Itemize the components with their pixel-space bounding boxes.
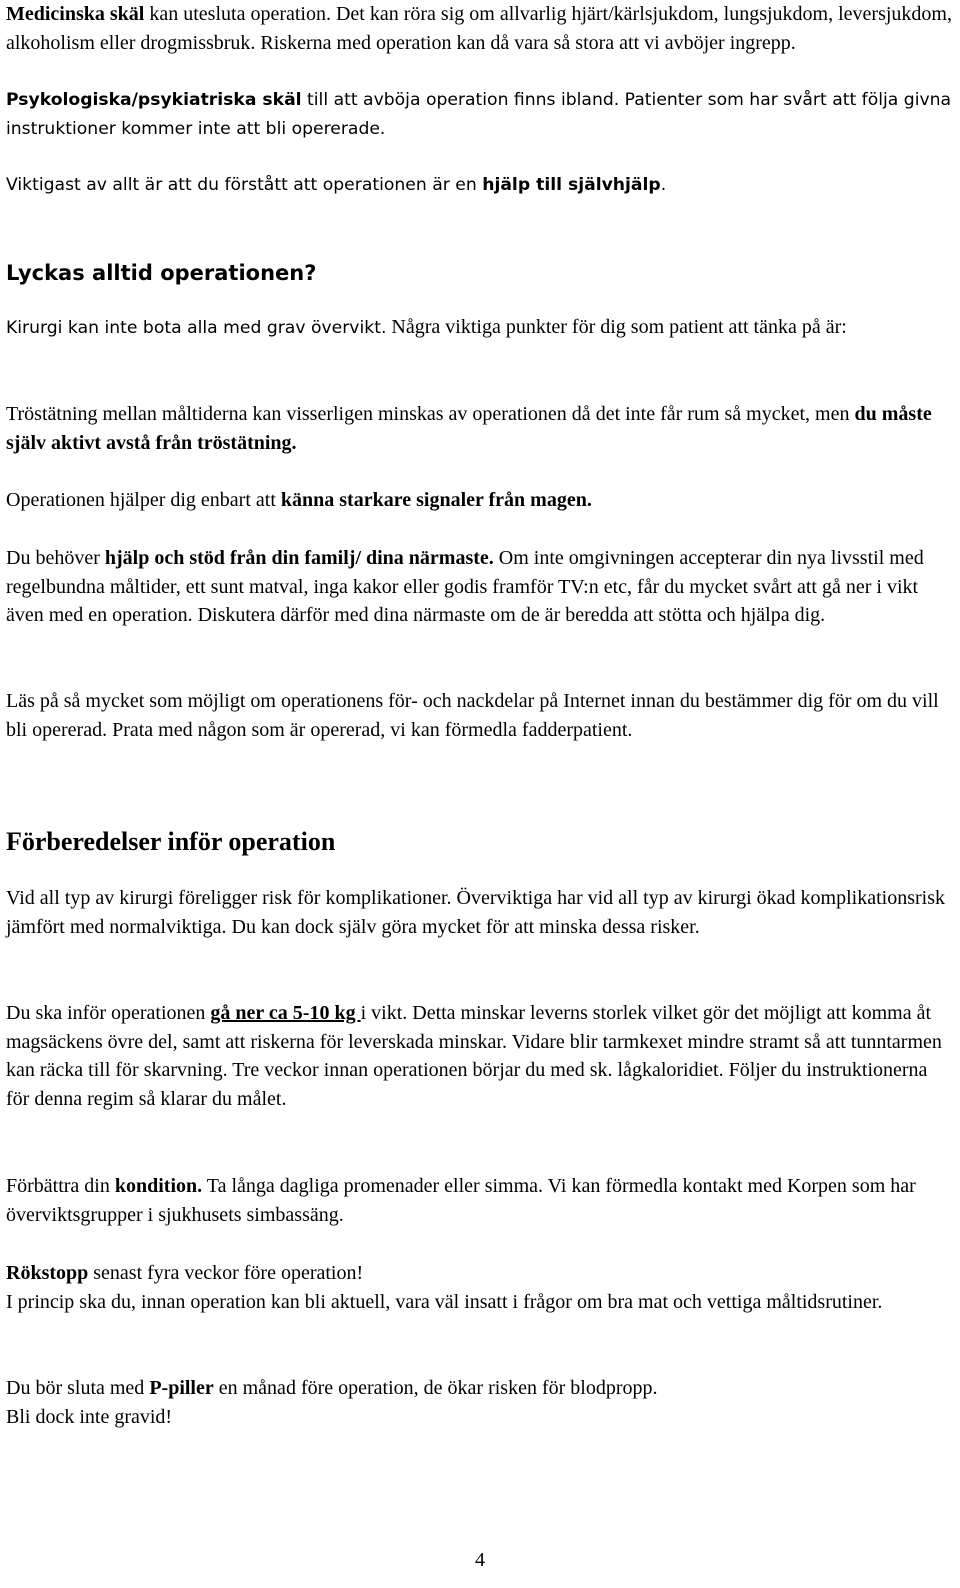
paragraph-weight-loss: [6, 999, 952, 1113]
paragraph-comfort-eating: [6, 400, 952, 457]
bold-term: hjälp och stöd från din familj/ dina närmaste.: [104, 547, 494, 569]
paragraph-text: Du behöver: [6, 547, 105, 569]
paragraph-text: I princip ska du, innan operation kan bli aktuell, vara väl insatt i frågor om bra mat och vettiga måltidsrutiner.: [6, 1290, 883, 1313]
paragraph-text: Du ska inför operationen: [6, 1002, 211, 1024]
paragraph-medical-reasons: [6, 0, 952, 57]
paragraph-text: Om inte omgivningen accepterar din nya livsstil med regelbundna måltider, ett sunt matval, inga kakor eller godis framför TV:n etc, får du mycket svårt att gå ner i vikt även med en operation. Diskutera därför med dina närmaste om de är beredda att stötta och hjälpa dig.: [6, 547, 924, 627]
paragraph-text: i vikt. Detta minskar leverns storlek vilket gör det möjligt att komma åt magsäckens övre del, samt att riskerna för leverskada minskar. Vidare blir tarmkexet mindre stramt så att tunntarmen kan räcka till för skarvning. Tre veckor innan operationen börjar du med sk. lågkaloridiet. Följer du instruktionerna för denna regim så klarar du målet.: [6, 1002, 942, 1110]
bold-term: du måste själv aktivt avstå från tröstätning.: [6, 403, 932, 454]
bold-term: Rökstopp: [6, 1262, 89, 1284]
paragraph-contraceptives: [6, 1374, 952, 1431]
paragraph-text: en månad före operation, de ökar risken för blodpropp.: [213, 1377, 658, 1399]
paragraph-text: Bli dock inte gravid!: [6, 1405, 173, 1428]
paragraph-read-up: [6, 687, 952, 744]
paragraph-self-help: [6, 171, 952, 200]
paragraph-complications: [6, 884, 952, 941]
paragraph-signals: [6, 486, 952, 515]
bold-term: hjälp till självhjälp: [482, 175, 661, 195]
paragraph-text: .: [660, 175, 667, 195]
paragraph-text: senast fyra veckor före operation!: [88, 1262, 364, 1284]
paragraph-text: Viktigast av allt är att du förstått att operationen är en: [6, 175, 483, 195]
paragraph-text: Operationen hjälper dig enbart att: [6, 489, 281, 511]
paragraph-condition: [6, 1172, 952, 1229]
paragraph-text: Vid all typ av kirurgi föreligger risk för komplikationer. Överviktiga har vid all typ av kirurgi ökad komplikationsrisk jämfört med normalviktiga. Du kan dock själv göra mycket för att minska dessa risker.: [6, 887, 945, 938]
paragraph-text: Tröstätning mellan måltiderna kan visserligen minskas av operationen då det inte får rum så mycket, men: [6, 403, 855, 425]
paragraph-smoking-stop: [6, 1259, 952, 1316]
paragraph-text: Du bör sluta med: [6, 1377, 150, 1399]
bold-term: känna starkare signaler från magen.: [280, 489, 592, 511]
paragraph-psych-reasons: [6, 86, 952, 143]
paragraph-text: Kirurgi kan inte bota alla med grav övervikt.: [6, 318, 387, 338]
bold-term: Psykologiska/psykiatriska skäl: [6, 90, 302, 110]
paragraph-text: Ta långa dagliga promenader eller simma. Vi kan förmedla kontakt med Korpen som har överviktsgrupper i sjukhusets simbassäng.: [6, 1175, 916, 1226]
bold-term: P-piller: [149, 1377, 214, 1399]
paragraph-text: Läs på så mycket som möjligt om operationens för- och nackdelar på Internet innan du bestämmer dig för om du vill bli opererad. Prata med någon som är opererad, vi kan förmedla fadderpatient.: [6, 690, 939, 741]
paragraph-family-support: [6, 544, 952, 630]
bold-underlined-term: gå ner ca 5-10 kg: [210, 1002, 361, 1024]
heading-lyckas: Lyckas alltid operationen?: [6, 261, 317, 285]
bold-term: Medicinska skäl: [6, 3, 145, 25]
bold-term: kondition.: [114, 1175, 203, 1197]
page-number: 4: [475, 1549, 485, 1571]
paragraph-text: kan utesluta operation. Det kan röra sig om allvarlig hjärt/kärlsjukdom, lungsjukdom, leversjukdom, alkoholism eller drogmissbruk. Riskerna med operation kan då vara så stora att vi avböjer ingrepp.: [6, 3, 952, 54]
paragraph-text: Några viktiga punkter för dig som patient att tänka på är:: [386, 316, 847, 338]
paragraph-surgery-limits: [6, 313, 952, 343]
paragraph-text: till att avböja operation finns ibland. Patienter som har svårt att följa givna instruktioner kommer inte att bli opererade.: [6, 90, 952, 139]
heading-forberedelser: Förberedelser inför operation: [6, 827, 336, 856]
paragraph-text: Förbättra din: [6, 1175, 115, 1197]
